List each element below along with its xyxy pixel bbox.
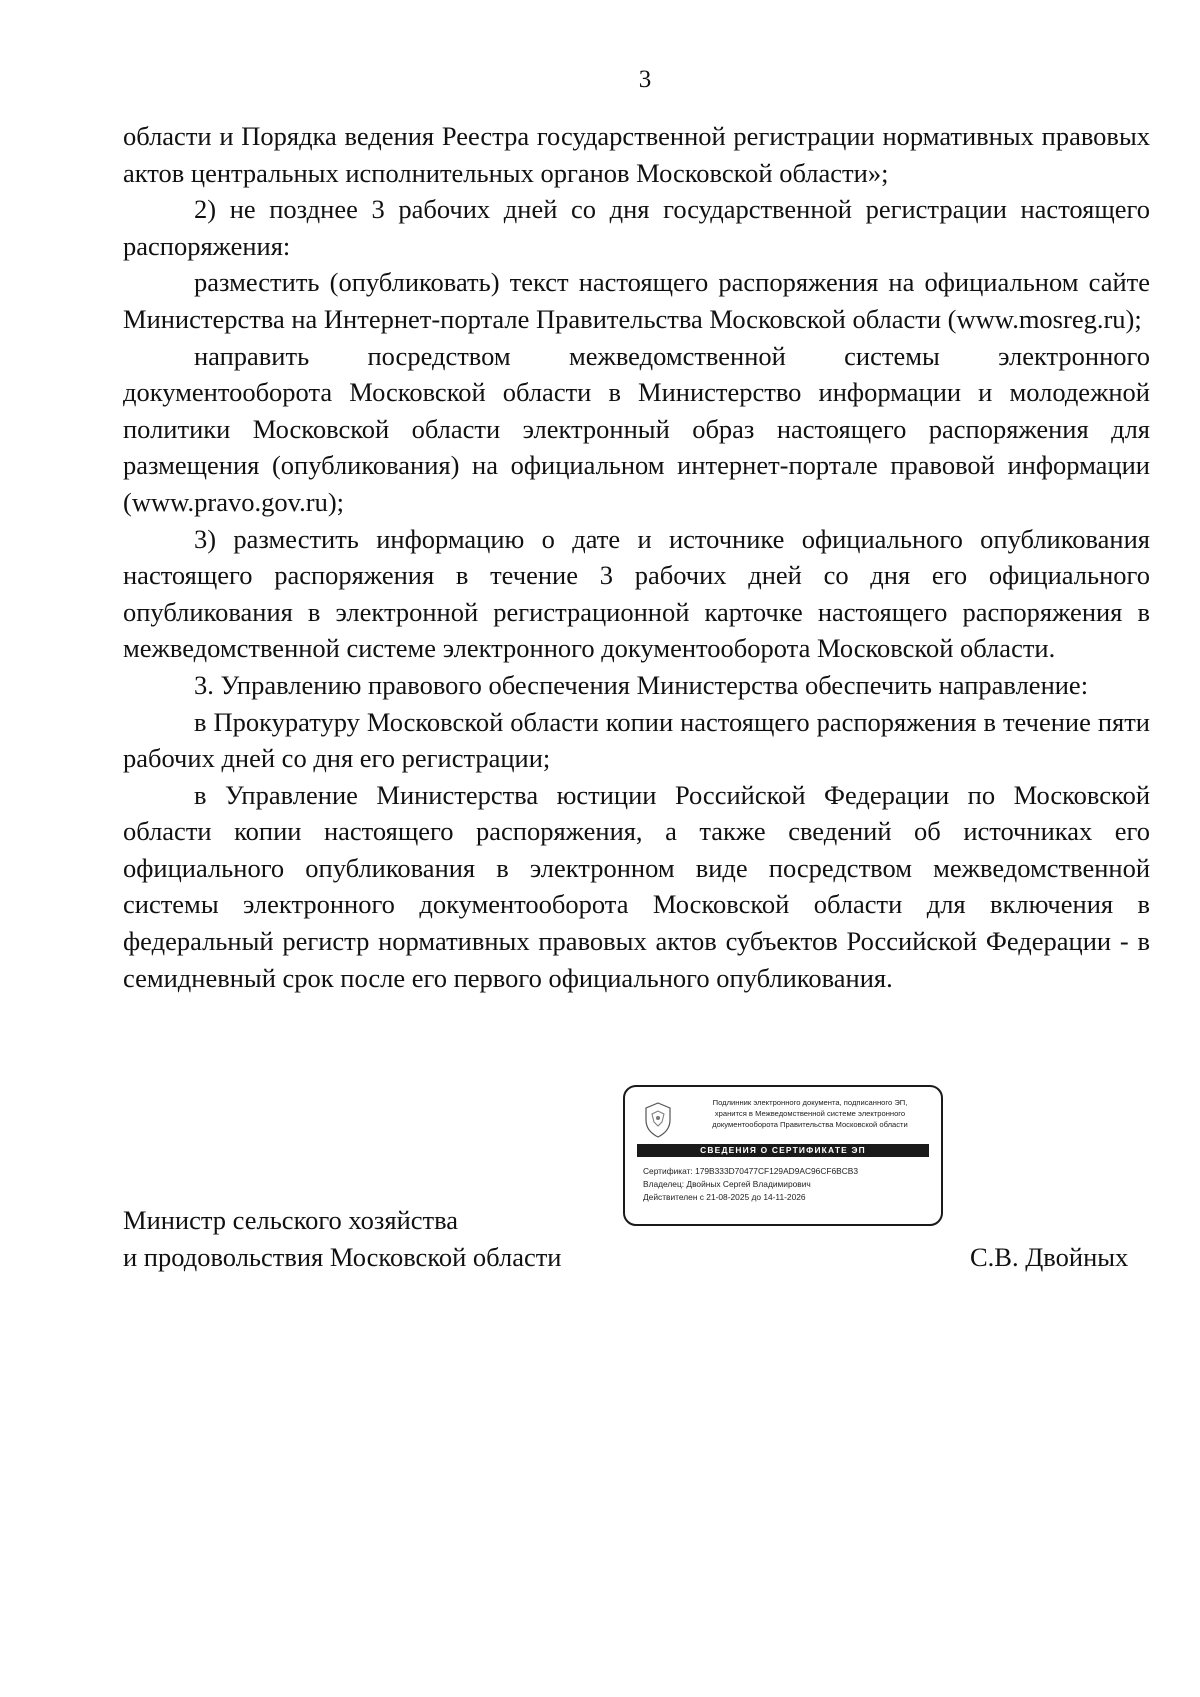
signatory-position	[123, 1202, 562, 1275]
paragraph: в Управление Министерства юстиции Российской Федерации по Московской области копии настоящего распоряжения, а также сведений об источниках его официального опубликования в электронном виде посредством межведомственной системы электронного документооборота Московской области для включения в федеральный регистр нормативных правовых актов субъектов Российской Федерации - в семидневный срок после его первого официального опубликования.	[123, 779, 1150, 993]
electronic-signature-stamp	[623, 1085, 943, 1226]
paragraph: направить посредством межведомственной системы электронного документооборота Московской области в Министерство информации и молодежной политики Московской области электронный образ настоящего распоряжения для размещения (опубликования) на официальном интернет-портале правовой информации (www.pravo.gov.ru);	[123, 340, 1150, 517]
position-line: Министр сельского хозяйства	[123, 1205, 459, 1235]
page-number: 3	[638, 66, 652, 93]
signatory-name: С.В. Двойных	[970, 1242, 1129, 1272]
certificate-owner: Владелец: Двойных Сергей Владимирович	[643, 1179, 811, 1190]
coat-of-arms-icon	[641, 1100, 675, 1140]
paragraph: 3) разместить информацию о дате и источнике официального опубликования настоящего распоряжения в течение 3 рабочих дней со дня его официального опубликования в электронной регистрационной карточке настоящего распоряжения в межведомственной системе электронного документооборота Московской области.	[123, 523, 1150, 664]
paragraph: 2) не позднее 3 рабочих дней со дня государственной регистрации настоящего распоряжения:	[123, 194, 1150, 261]
paragraph: 3. Управлению правового обеспечения Министерства обеспечить направление:	[194, 669, 1089, 700]
stamp-header: СВЕДЕНИЯ О СЕРТИФИКАТЕ ЭП	[637, 1144, 929, 1157]
stamp-note-line: документооборота Правительства Московской области	[712, 1120, 908, 1129]
stamp-note	[683, 1097, 937, 1130]
certificate-validity: Действителен с 21-08-2025 до 14-11-2026	[643, 1192, 806, 1203]
certificate-number: Сертификат: 179B333D70477CF129AD9AC96CF6BCB3	[643, 1166, 859, 1176]
paragraph: в Прокуратуру Московской области копии настоящего распоряжения в течение пяти рабочих дней со дня его регистрации;	[123, 706, 1150, 774]
paragraph: области и Порядка ведения Реестра государственной регистрации нормативных правовых актов центральных исполнительных органов Московской области»;	[123, 121, 1150, 188]
stamp-details	[643, 1165, 933, 1205]
stamp-note-line: Подлинник электронного документа, подписанного ЭП,	[712, 1098, 908, 1107]
position-line: и продовольствия Московской области	[123, 1241, 562, 1272]
paragraph: разместить (опубликовать) текст настоящего распоряжения на официальном сайте Министерства на Интернет-портале Правительства Московской области (www.mosreg.ru);	[123, 267, 1150, 334]
document-body	[123, 118, 1150, 996]
stamp-note-line: хранится в Межведомственной системе электронного	[714, 1109, 906, 1118]
